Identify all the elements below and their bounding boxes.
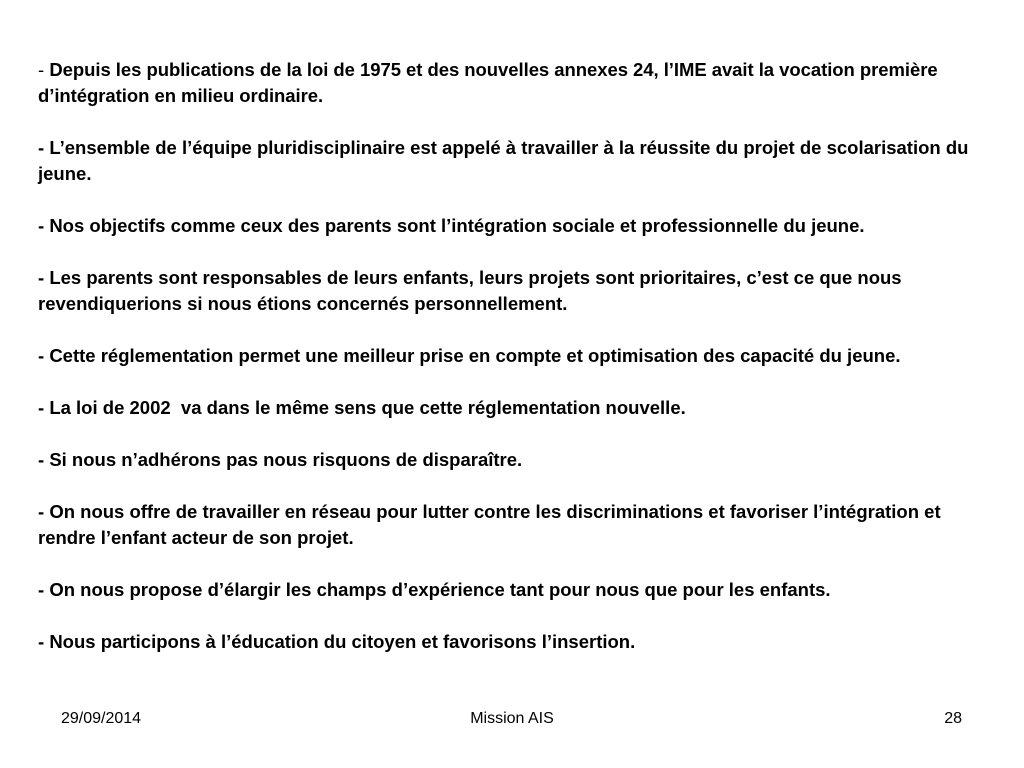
bullet-item xyxy=(38,213,978,239)
bullet-text: Nous participons à l’éducation du citoyen et favorisons l’insertion. xyxy=(49,631,636,652)
bullet-text: Si nous n’adhérons pas nous risquons de disparaître. xyxy=(49,449,523,470)
bullet-item xyxy=(38,265,978,317)
bullet-dash: - xyxy=(38,579,50,600)
bullet-text: Les parents sont responsables de leurs enfants, leurs projets sont prioritaires, c’est ce que nous revendiquerions si nous étions concernés personnellement. xyxy=(38,267,902,314)
bullet-dash: - xyxy=(38,397,50,418)
bullet-dash: - xyxy=(38,59,50,80)
page-number: 28 xyxy=(944,710,962,727)
bullet-item xyxy=(38,395,978,421)
bullet-text: L’ensemble de l’équipe pluridisciplinaire est appelé à travailler à la réussite du projet de scolarisation du jeune. xyxy=(38,137,969,184)
slide-body xyxy=(38,57,978,681)
bullet-item xyxy=(38,57,978,109)
bullet-dash: - xyxy=(38,215,50,236)
bullet-text: On nous propose d’élargir les champs d’expérience tant pour nous que pour les enfants. xyxy=(49,579,831,600)
bullet-dash: - xyxy=(38,631,50,652)
bullet-text: On nous offre de travailler en réseau pour lutter contre les discriminations et favoriser l’intégration et rendre l’enfant acteur de son projet. xyxy=(38,501,941,548)
bullet-dash: - xyxy=(38,267,50,288)
slide-footer xyxy=(0,707,1024,731)
bullet-text: Cette réglementation permet une meilleur prise en compte et optimisation des capacité du jeune. xyxy=(49,345,901,366)
bullet-dash: - xyxy=(38,345,50,366)
bullet-item xyxy=(38,447,978,473)
bullet-item xyxy=(38,499,978,551)
bullet-item xyxy=(38,135,978,187)
bullet-text: La loi de 2002 va dans le même sens que cette réglementation nouvelle. xyxy=(49,397,686,418)
bullet-text: Nos objectifs comme ceux des parents sont l’intégration sociale et professionnelle du jeune. xyxy=(49,215,865,236)
footer-date: 29/09/2014 xyxy=(61,710,142,727)
bullet-dash: - xyxy=(38,449,50,470)
bullet-item xyxy=(38,629,978,655)
footer-title: Mission AIS xyxy=(470,710,554,727)
bullet-dash: - xyxy=(38,501,50,522)
bullet-item xyxy=(38,343,978,369)
bullet-text: Depuis les publications de la loi de 1975 et des nouvelles annexes 24, l’IME avait la vocation première d’intégration en milieu ordinaire. xyxy=(38,59,938,106)
bullet-dash: - xyxy=(38,137,50,158)
bullet-item xyxy=(38,577,978,603)
